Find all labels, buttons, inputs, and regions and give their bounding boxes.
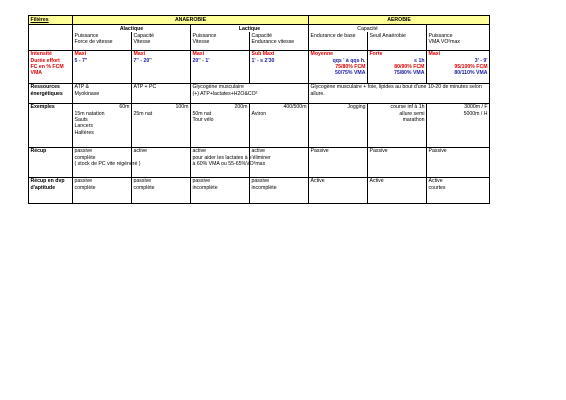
header-row-3 xyxy=(29,32,490,50)
empty-subheader xyxy=(29,25,73,33)
physiology-table xyxy=(28,15,490,204)
empty-descriptor xyxy=(29,32,73,50)
recup-label: Récup xyxy=(29,147,73,177)
recup-cell-2: active xyxy=(132,147,191,177)
intensite-cell-2: Maxi 7'' - 20'' xyxy=(132,50,191,83)
recup-dvp-cell-6: Active xyxy=(368,177,427,203)
exemple-cell-7: 3000m / F 5000m / H xyxy=(427,103,490,147)
intensite-cell-7: Maxi 3' - 9' 95/100% FCM 80/110% VMA xyxy=(427,50,490,83)
exemple-cell-5: Jogging xyxy=(309,103,368,147)
col-desc-5: Endurance de base xyxy=(309,32,368,50)
ressources-row xyxy=(29,83,490,103)
exemples-label: Exemples xyxy=(29,103,73,147)
lactique-header: Lactique xyxy=(191,25,309,33)
recup-cell-1: passive complète ( stock de PC vite régénéré ) xyxy=(73,147,132,177)
alactique-header: Alactique xyxy=(73,25,191,33)
header-row-1 xyxy=(29,16,490,25)
intensite-labels: Intensité Durée effort FC en % FCM VMA xyxy=(29,50,73,83)
recup-dvp-cell-1: passive complète xyxy=(73,177,132,203)
col-desc-4: Capacité Endurance vitesse xyxy=(250,32,309,50)
exemple-cell-6: course inf à 1h allure semi marathon xyxy=(368,103,427,147)
recup-dvp-cell-7: Active courtes xyxy=(427,177,490,203)
col-desc-7: Puissance VMA VO²max xyxy=(427,32,490,50)
intensite-cell-4: Sub Maxi 1' - ≤ 2'30 xyxy=(250,50,309,83)
recup-dvp-cell-5: Active xyxy=(309,177,368,203)
ressources-aerobie: Glycogène musculaire + foie, lipides au bout d'une 10-20 de minutes selon allure. xyxy=(309,83,490,103)
col-desc-3: Puissance Vitesse xyxy=(191,32,250,50)
intensite-cell-1: Maxi 5 - 7'' xyxy=(73,50,132,83)
intensite-row xyxy=(29,50,490,83)
recup-dvp-label: Récup en dvp d'aptitude xyxy=(29,177,73,203)
ressources-alactique-2: ATP + PC xyxy=(132,83,191,103)
exemple-cell-1: 60m 15m natation Sauts Lancers Haltères xyxy=(73,103,132,147)
intensite-cell-5: Moyenne qqs ' à qqs h. 75/80% FCM 50/75% VMA xyxy=(309,50,368,83)
recup-dvp-cell-2: passive complète xyxy=(132,177,191,203)
col-desc-2: Capacité Vitesse xyxy=(132,32,191,50)
recup-dvp-cell-3: passive incomplète xyxy=(191,177,250,203)
recup-cell-5: Passive xyxy=(309,147,368,177)
capacite-header: Capacité xyxy=(309,25,427,33)
recup-row xyxy=(29,147,490,177)
aerobie-header: AEROBIE xyxy=(309,16,490,25)
intensite-cell-6: Forte ≤ 1h 80/90% FCM 75/80% VMA xyxy=(368,50,427,83)
ressources-label: Ressources énergétiques xyxy=(29,83,73,103)
recup-cell-7: Passive xyxy=(427,147,490,177)
col-desc-1: Puissance Force de vitesse xyxy=(73,32,132,50)
exemples-row xyxy=(29,103,490,147)
recup-dvp-row xyxy=(29,177,490,203)
exemple-cell-3: 200m 50m nat Tour vélo xyxy=(191,103,250,147)
recup-cell-6: Passive xyxy=(368,147,427,177)
filieres-cell: Filières xyxy=(29,16,73,25)
exemple-cell-4: 400/500m Aviron xyxy=(250,103,309,147)
recup-dvp-cell-4: passive incomplète xyxy=(250,177,309,203)
header-row-2 xyxy=(29,25,490,33)
aero-empty-header xyxy=(427,25,490,33)
intensite-cell-3: Maxi 20'' - 1' xyxy=(191,50,250,83)
exemple-cell-2: 100m 25m nat xyxy=(132,103,191,147)
recup-cell-3: active pour aider les lactates à s'éliminer à 60% VMA ou 55-65%VO²max xyxy=(191,147,250,177)
recup-cell-4: active xyxy=(250,147,309,177)
anaerobie-header: ANAEROBIE xyxy=(73,16,309,25)
ressources-alactique-1: ATP & Myokinase xyxy=(73,83,132,103)
ressources-lactique: Glycogène musculaire (+) ATP+lactates+H2O&CO² xyxy=(191,83,309,103)
col-desc-6: Seuil Anaérobie xyxy=(368,32,427,50)
